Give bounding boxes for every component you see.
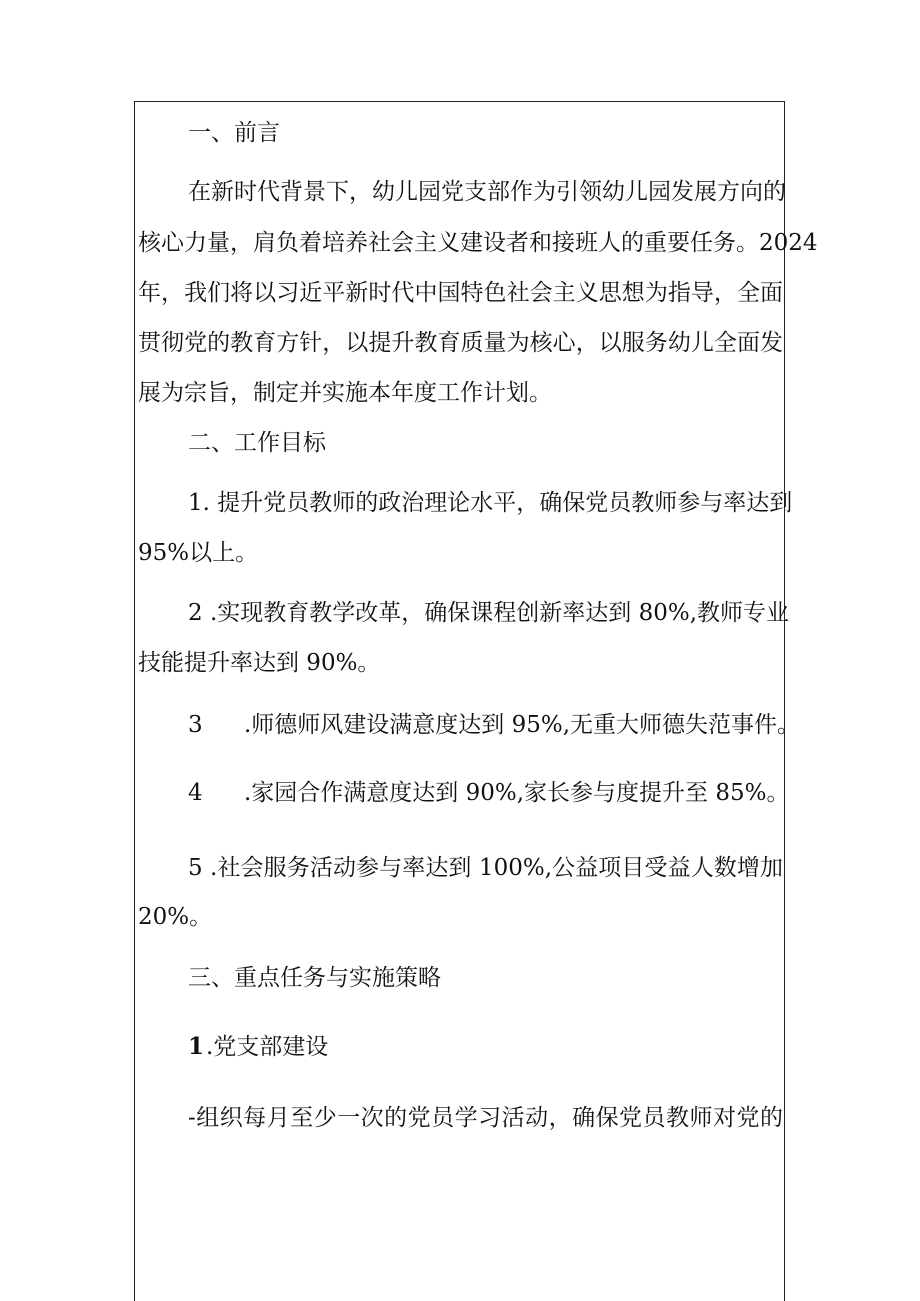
- preface-line-5: 展为宗旨，制定并实施本年度工作计划。: [138, 380, 552, 406]
- preface-heading: 一、前言: [188, 120, 280, 146]
- goals-heading: 二、工作目标: [188, 430, 326, 456]
- task-1-number: 1: [188, 1033, 205, 1060]
- task-1-item: -组织每月至少一次的党员学习活动，确保党员教师对党的: [188, 1105, 783, 1131]
- task-1-title: .党支部建设: [206, 1034, 329, 1060]
- preface-line-4: 贯彻党的教育方针，以提升教育质量为核心，以服务幼儿全面发: [138, 330, 783, 356]
- goal-5-line-2: 20%。: [138, 904, 213, 930]
- goal-4-number: 4: [188, 780, 203, 806]
- preface-line-2: 核心力量，肩负着培养社会主义建设者和接班人的重要任务。2024: [138, 230, 818, 256]
- preface-line-1: 在新时代背景下，幼儿园党支部作为引领幼儿园发展方向的: [188, 179, 786, 205]
- goal-4-text: .家园合作满意度达到 90%,家长参与度提升至 85%。: [244, 780, 790, 806]
- goal-5-line-1: 5 .社会服务活动参与率达到 100%,公益项目受益人数增加: [188, 855, 783, 881]
- goal-3-number: 3: [188, 712, 203, 738]
- goal-2-line-1: 2 .实现教育教学改革，确保课程创新率达到 80%,教师专业: [188, 600, 789, 626]
- goal-1-line-2: 95%以上。: [138, 540, 259, 566]
- goal-3-text: .师德师风建设满意度达到 95%,无重大师德失范事件。: [244, 712, 801, 738]
- goal-1-line-1: 1. 提升党员教师的政治理论水平，确保党员教师参与率达到: [188, 490, 793, 516]
- tasks-heading: 三、重点任务与实施策略: [188, 965, 441, 991]
- goal-2-line-2: 技能提升率达到 90%。: [138, 650, 381, 676]
- preface-line-3: 年，我们将以习近平新时代中国特色社会主义思想为指导，全面: [138, 280, 783, 306]
